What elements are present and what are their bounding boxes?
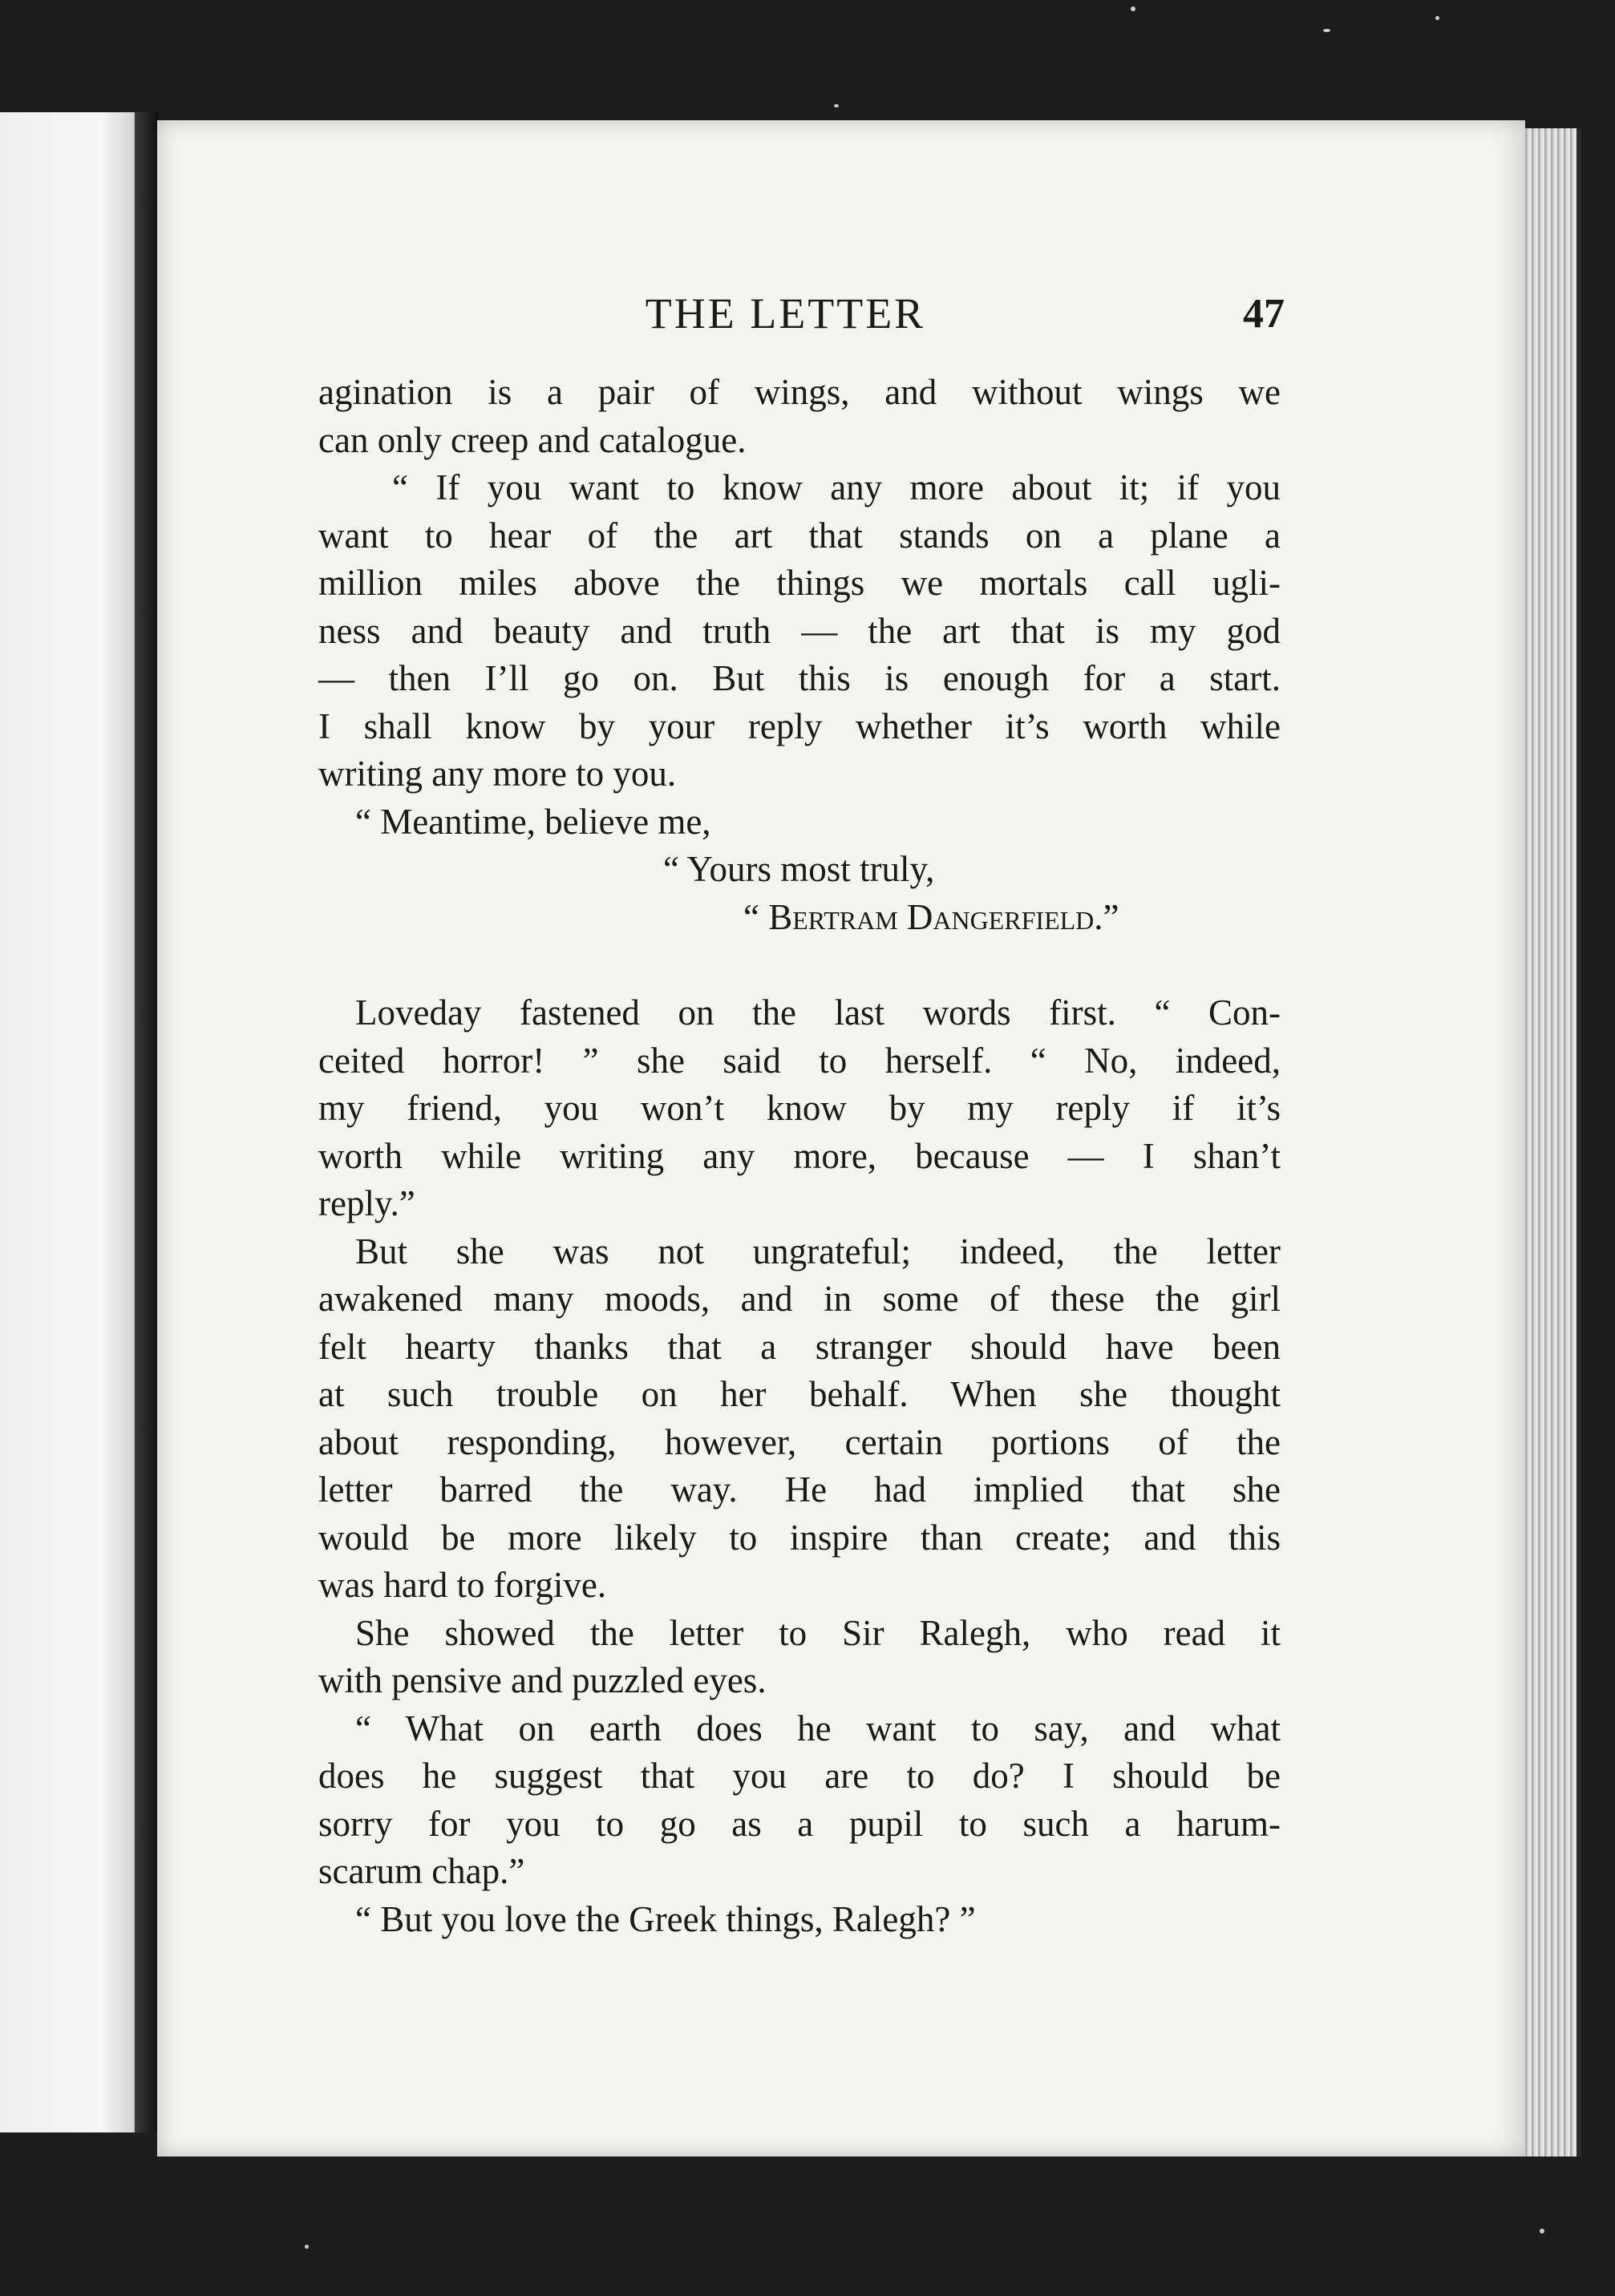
scan-speck — [305, 2245, 309, 2249]
text-line: would be more likely to inspire than create; and this — [318, 1517, 1281, 1558]
running-head-title: THE LETTER — [645, 289, 926, 338]
text-line: “ What on earth does he want to say, and what — [355, 1708, 1281, 1748]
text-line: sorry for you to go as a pupil to such a harum- — [318, 1803, 1281, 1844]
facing-page-edge — [0, 112, 144, 2132]
text-line: Loveday fastened on the last words first. “ Con- — [355, 992, 1281, 1033]
paragraph — [318, 989, 1281, 1228]
scan-speck — [1435, 16, 1439, 20]
closing-salutation: “ Yours most truly, — [663, 849, 935, 889]
paragraph — [318, 1896, 1281, 1944]
text-line: “ Meantime, believe me, — [355, 801, 711, 842]
text-line: can only creep and catalogue. — [318, 419, 747, 460]
text-line: reply.” — [318, 1183, 415, 1223]
text-line: writing any more to you. — [318, 754, 677, 794]
page-number: 47 — [1243, 291, 1285, 337]
text-line: my friend, you won’t know by my reply if it’s — [318, 1088, 1281, 1128]
text-line: does he suggest that you are to do? I should be — [318, 1756, 1281, 1796]
running-head — [318, 289, 1285, 345]
text-line: worth while writing any more, because — I shan’t — [318, 1135, 1281, 1176]
text-line: with pensive and puzzled eyes. — [318, 1660, 767, 1700]
scan-speck — [1323, 29, 1330, 32]
text-line: about responding, however, certain portions of the — [318, 1421, 1281, 1462]
closing-signature: “ Bertram Dangerfield.” — [743, 896, 1119, 937]
paragraph — [318, 369, 1281, 464]
text-line: million miles above the things we mortals call ugli- — [318, 563, 1281, 603]
paragraph — [318, 1705, 1281, 1896]
body-text — [318, 369, 1281, 1943]
text-line: “ But you love the Greek things, Ralegh? ” — [355, 1898, 976, 1939]
text-line: — then I’ll go on. But this is enough for a start. — [318, 658, 1281, 698]
text-line: ceited horror! ” she said to herself. “ No, indeed, — [318, 1040, 1281, 1081]
paragraph — [318, 798, 1281, 847]
book-gutter — [135, 112, 159, 2132]
paragraph — [318, 464, 1281, 798]
text-line: scarum chap.” — [318, 1851, 525, 1891]
text-line: letter barred the way. He had implied that she — [318, 1469, 1281, 1510]
paragraph — [318, 1610, 1281, 1705]
letter-closing — [318, 846, 1281, 941]
text-line: I shall know by your reply whether it’s worth while — [318, 705, 1281, 746]
scan-speck — [834, 104, 839, 107]
text-line: want to hear of the art that stands on a plane a — [318, 515, 1281, 556]
scan-speck — [1131, 6, 1135, 11]
text-line: She showed the letter to Sir Ralegh, who read it — [355, 1612, 1281, 1653]
section-gap — [318, 941, 1281, 989]
text-line: agination is a pair of wings, and without wings we — [318, 372, 1281, 412]
page-stack-edge — [1516, 128, 1581, 2157]
text-line: But she was not ungrateful; indeed, the letter — [355, 1231, 1281, 1271]
text-line: “ If you want to know any more about it; if you — [392, 467, 1281, 507]
text-line: ness and beauty and truth — the art that is my god — [318, 610, 1281, 651]
text-line: at such trouble on her behalf. When she thought — [318, 1374, 1281, 1414]
text-line: was hard to forgive. — [318, 1565, 607, 1605]
paragraph — [318, 1228, 1281, 1610]
text-line: awakened many moods, and in some of these the girl — [318, 1279, 1281, 1319]
text-line: felt hearty thanks that a stranger should have been — [318, 1326, 1281, 1367]
scan-speck — [1540, 2229, 1544, 2233]
